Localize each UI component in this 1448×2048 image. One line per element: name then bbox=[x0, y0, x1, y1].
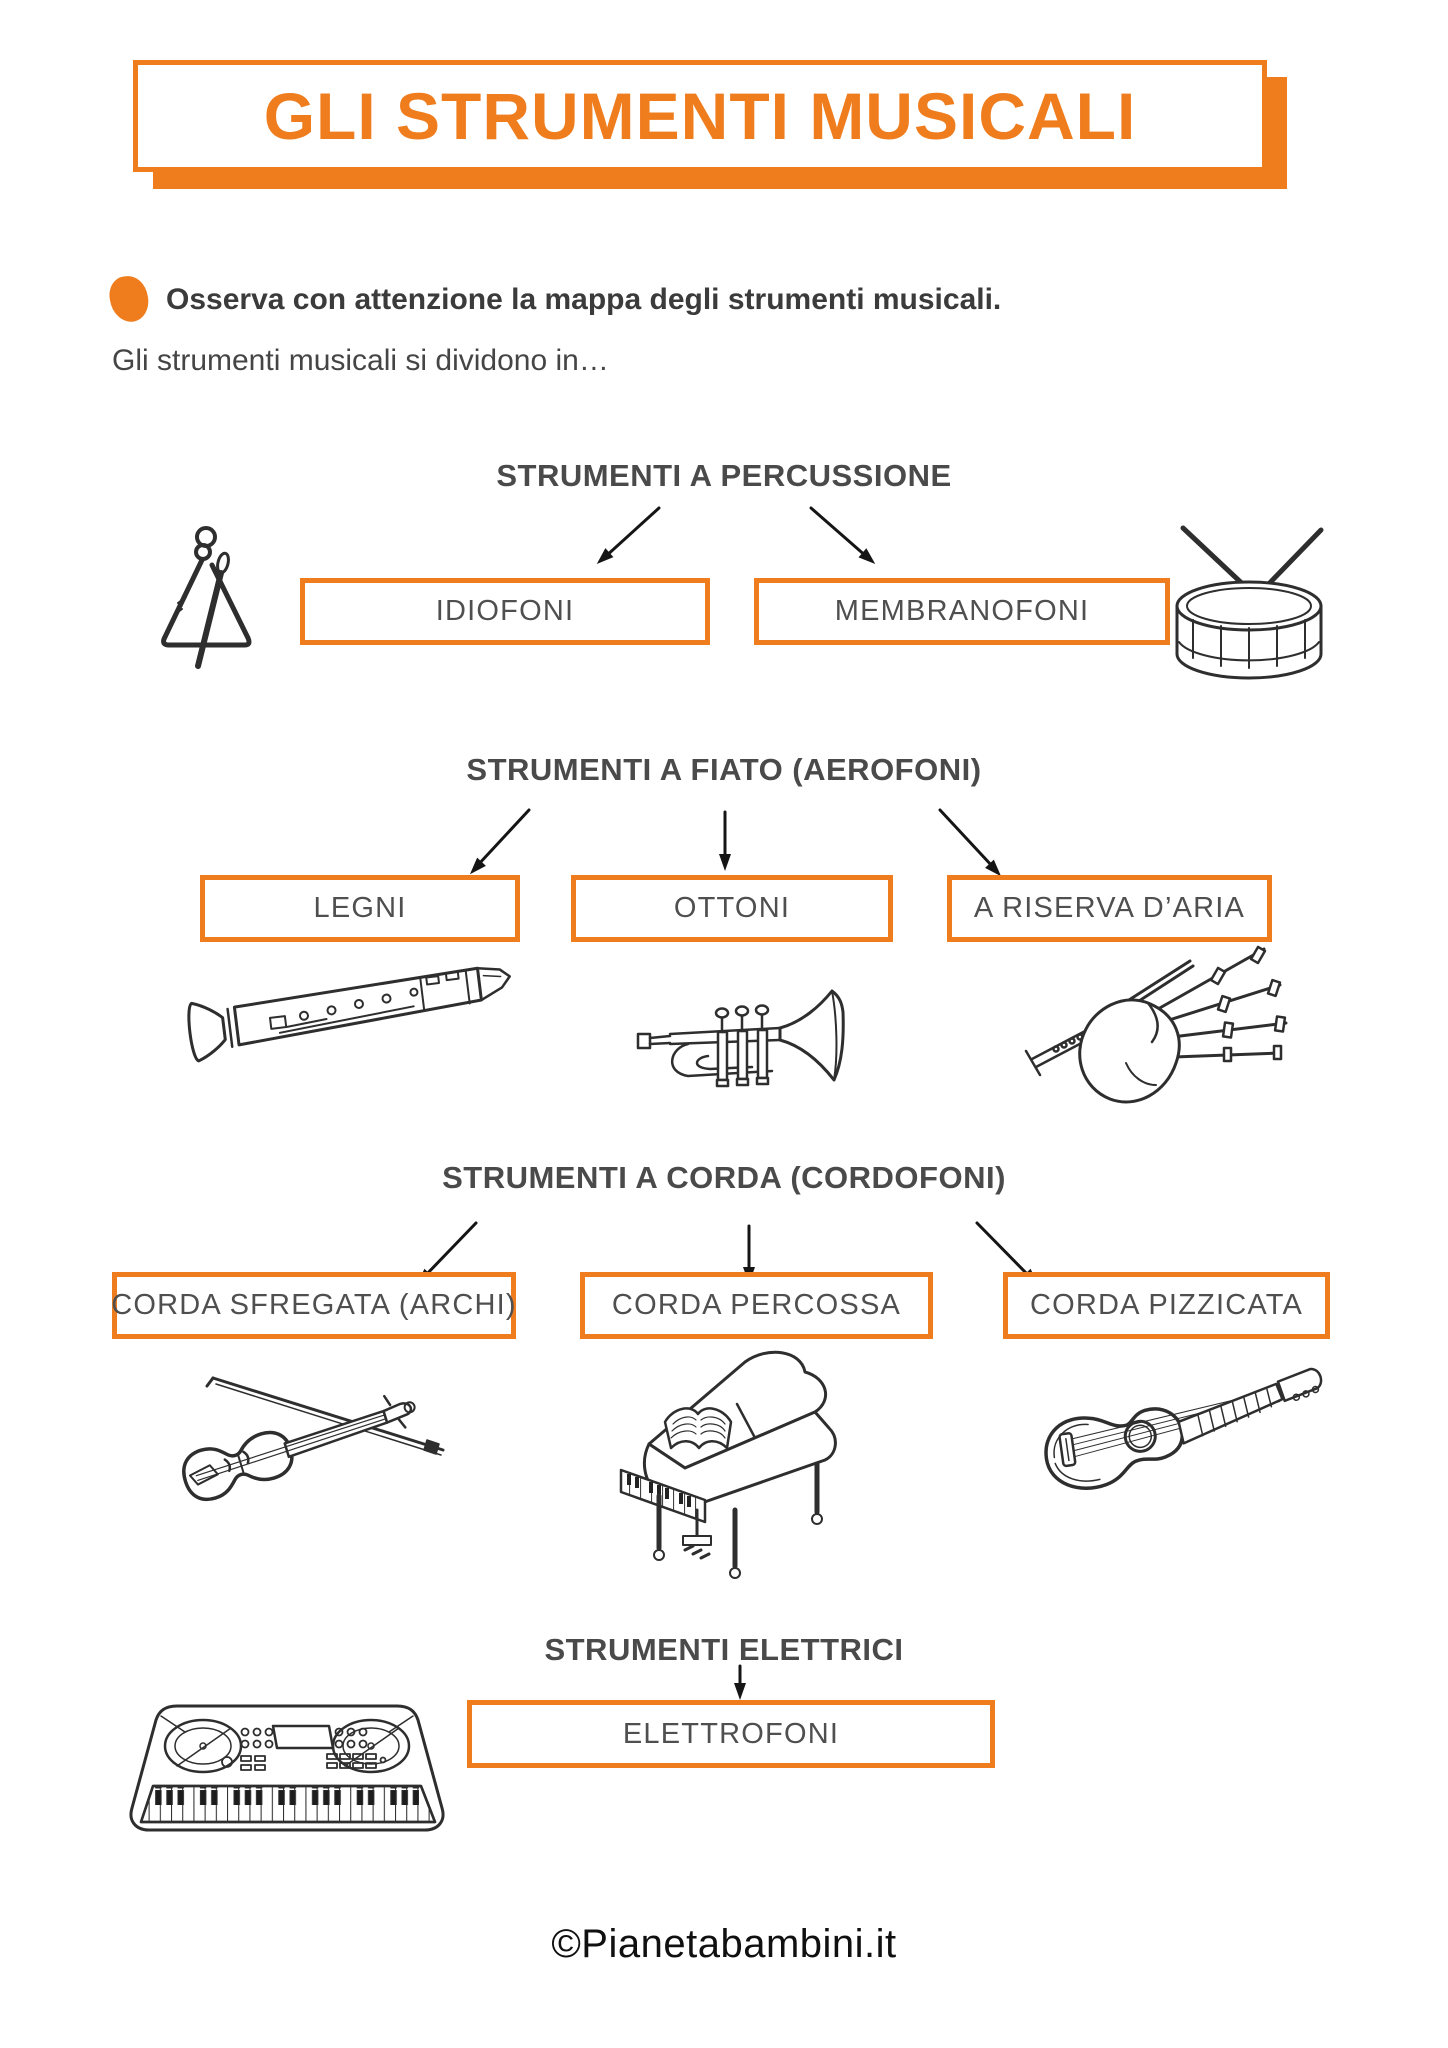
trumpet-icon bbox=[630, 978, 845, 1118]
box-legni: LEGNI bbox=[200, 875, 520, 942]
box-ottoni: OTTONI bbox=[571, 875, 893, 942]
instruction-text: Osserva con attenzione la mappa degli strumenti musicali. bbox=[166, 283, 1002, 316]
arrow-fiato-left bbox=[466, 810, 529, 878]
arrow-percussione-left bbox=[593, 508, 659, 568]
intro-lead-text: Gli strumenti musicali si dividono in… bbox=[112, 344, 609, 377]
triangle-icon bbox=[148, 523, 266, 675]
footer-credit: ©Pianetabambini.it bbox=[551, 1922, 897, 1966]
section-heading-elettrici: STRUMENTI ELETTRICI bbox=[544, 1632, 904, 1667]
box-idiofoni: IDIOFONI bbox=[300, 578, 710, 645]
section-heading-percussione: STRUMENTI A PERCUSSIONE bbox=[496, 458, 952, 493]
box-corda-sfregata: CORDA SFREGATA (ARCHI) bbox=[112, 1272, 516, 1339]
electric-keyboard-icon bbox=[115, 1690, 460, 1860]
arrow-elettrici-center bbox=[734, 1666, 746, 1700]
arrow-fiato-right bbox=[940, 810, 1005, 880]
snare-drum-icon bbox=[1155, 518, 1343, 688]
section-heading-fiato: STRUMENTI A FIATO (AEROFONI) bbox=[466, 752, 982, 787]
grand-piano-icon bbox=[585, 1340, 885, 1592]
bagpipes-icon bbox=[998, 945, 1298, 1125]
arrow-fiato-center bbox=[719, 812, 731, 871]
classical-guitar-icon bbox=[1033, 1360, 1351, 1515]
box-corda-pizzicata: CORDA PIZZICATA bbox=[1003, 1272, 1330, 1339]
box-elettrofoni: ELETTROFONI bbox=[467, 1700, 995, 1768]
page-title-box bbox=[133, 60, 1267, 172]
box-corda-percossa: CORDA PERCOSSA bbox=[580, 1272, 933, 1339]
arrow-percussione-right bbox=[811, 508, 879, 568]
orange-blob-icon bbox=[107, 274, 151, 325]
box-membranofoni: MEMBRANOFONI bbox=[754, 578, 1170, 645]
box-riserva-aria: A RISERVA D’ARIA bbox=[947, 875, 1272, 942]
clarinet-icon bbox=[182, 958, 520, 1068]
section-heading-corda: STRUMENTI A CORDA (CORDOFONI) bbox=[442, 1160, 1006, 1195]
page-title: GLI STRUMENTI MUSICALI bbox=[263, 79, 1137, 153]
violin-icon bbox=[143, 1360, 451, 1510]
